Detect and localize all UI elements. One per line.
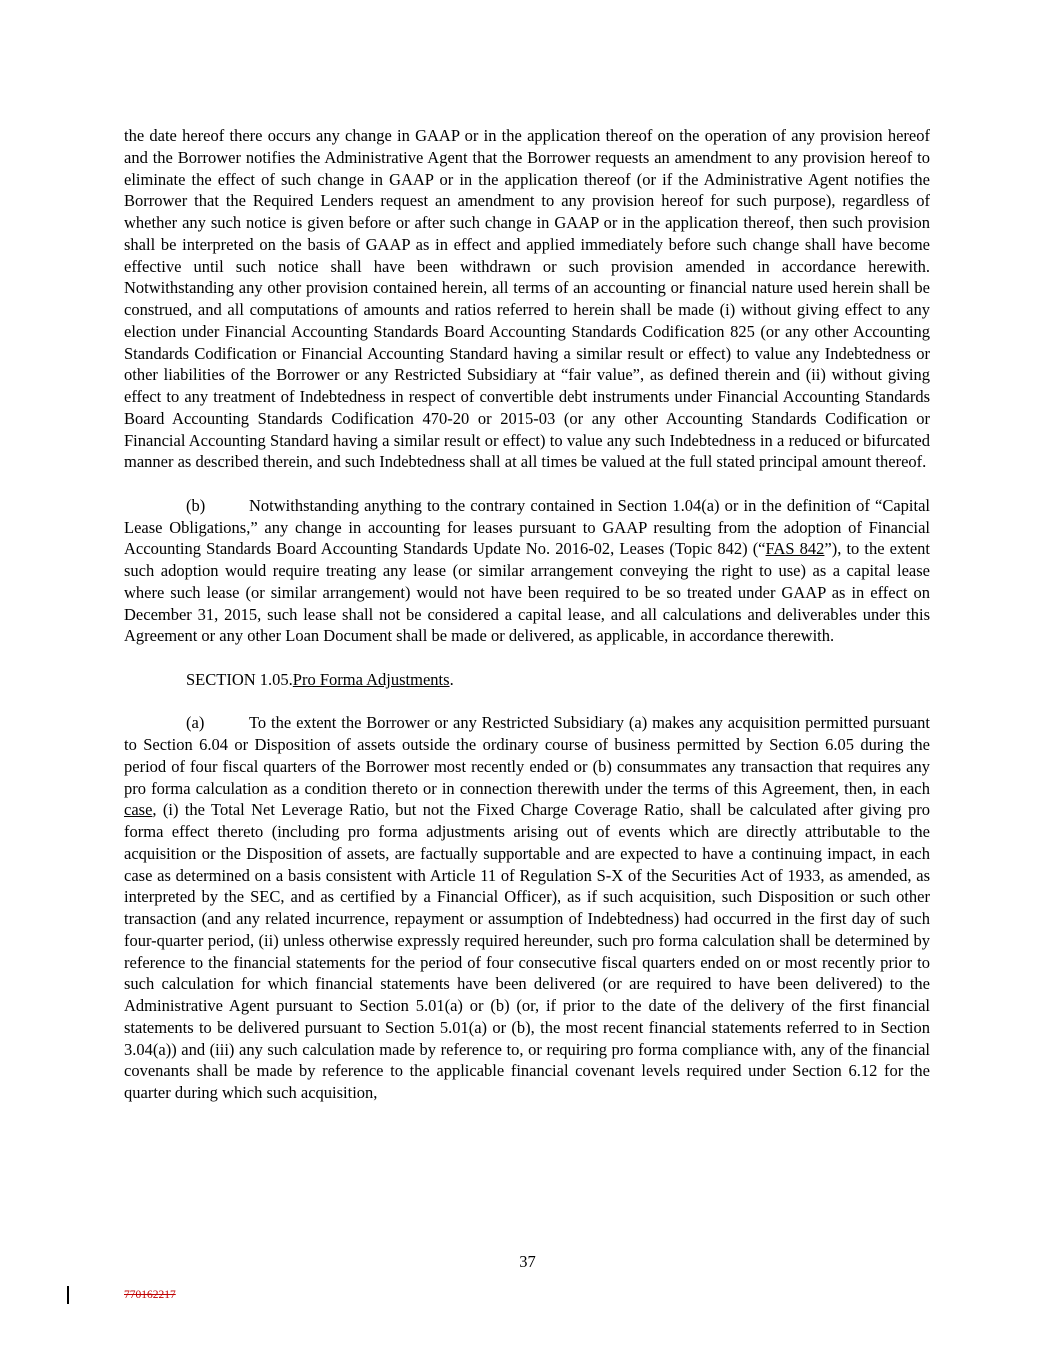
paragraph-b-text-1: Notwithstanding anything to the contrary contained in Section 1.04(a) or in the definition of “Capital Lease Obligations,” any change in accounting for leases pursuant to GAAP resulting from the adoption of Financial Accounting Standards Board Accounting Standards Update No. 2016-02, Leases (Topic 842) (“ [124, 495, 930, 559]
paragraph-a [124, 712, 930, 1104]
paragraph-a-text-2: , (i) the Total Net Leverage Ratio, but not the Fixed Charge Coverage Ratio, shall be calculated after giving pro forma effect thereto (including pro forma adjustments arising out of events which are directly attributable to the acquisition or the Disposition of assets, are factually supportable and are expected to have a continuing impact, in each case as determined on a basis consistent with Article 11 of Regulation S-X of the Securities Act of 1933, as amended, as interpreted by the SEC, and as certified by a Financial Officer), as if such acquisition, such Disposition or such other transaction (and any related incurrence, repayment or assumption of Indebtedness) had occurred in the first day of such four-quarter period, (ii) unless otherwise expressly required hereunder, such pro forma calculation shall be determined by reference to the financial statements for the period of four consecutive fiscal quarters ended on or most recently prior to such calculation for which financial statements have been delivered (or are required to have been delivered) to the Administrative Agent pursuant to Section 5.01(a) or (b) (or, if prior to the date of the delivery of the first financial statements to be delivered pursuant to Section 5.01(a) or (b), the most recent financial statements referred to in Section 3.04(a)) and (iii) any such calculation made by reference to, or requiring pro forma compliance with, any of the financial covenants shall be made by reference to the applicable financial covenant levels required under Section 6.12 for the quarter during which such acquisition, [124, 800, 930, 1102]
continued-paragraph: the date hereof there occurs any change in GAAP or in the application thereof on the operation of any provision hereof and the Borrower notifies the Administrative Agent that the Borrower requests an amendment to any provision hereof to eliminate the effect of such change in GAAP or in the application thereof (or if the Administrative Agent notifies the Borrower that the Required Lenders request an amendment to any provision hereof for such purpose), regardless of whether any such notice is given before or after such change in GAAP or in the application thereof, then such provision shall be interpreted on the basis of GAAP as in effect and applied immediately before such change shall have become effective until such notice shall have been withdrawn or such provision amended in accordance herewith. Notwithstanding any other provision contained herein, all terms of an accounting or financial nature used herein shall be construed, and all computations of amounts and ratios referred to herein shall be made (i) without giving effect to any election under Financial Accounting Standards Board Accounting Standards Codification 825 (or any other Accounting Standards Codification or Financial Accounting Standard having a similar result or effect) to value any Indebtedness or other liabilities of the Borrower or any Restricted Subsidiary at “fair value”, as defined therein and (ii) without giving effect to any treatment of Indebtedness in respect of convertible debt instruments under Financial Accounting Standards Board Accounting Standards Codification 470-20 or 2015-03 (or any other Accounting Standards Codification or Financial Accounting Standard having a similar result or effect) to value any such Indebtedness in a reduced or bifurcated manner as described therein, and such Indebtedness shall at all times be valued at the full stated principal amount thereof. [124, 126, 930, 472]
page-number: 37 [519, 1252, 536, 1271]
revision-bar [67, 1286, 69, 1304]
paragraph-spacer [124, 691, 930, 713]
underlined-case: case [124, 800, 153, 820]
page-body [124, 125, 930, 1104]
defined-term-fas-842: FAS 842 [765, 539, 825, 559]
paragraph-b-text-2: ”), to the extent such adoption would require treating any lease (or similar arrangement conveying the right to use) as a capital lease where such lease (or similar arrangement) would not have been required to be so treated under GAAP as in effect on December 31, 2015, such lease shall not be considered a capital lease, and all calculations and deliverables under this Agreement or any other Loan Document shall be made or delivered, as applicable, in accordance therewith. [124, 539, 930, 646]
paragraph-a-text-1: To the extent the Borrower or any Restricted Subsidiary (a) makes any acquisition permitted pursuant to Section 6.04 or Disposition of assets outside the ordinary course of business permitted by Section 6.05 during the period of four fiscal quarters of the Borrower most recently ended or (b) consummates any transaction that requires any pro forma calculation as a condition thereto or in connection therewith under the terms of this Agreement, then, in each [124, 713, 930, 798]
paragraph-spacer [124, 473, 930, 495]
section-number: SECTION 1.05. [186, 669, 293, 689]
paragraph-b-label: (b) [186, 495, 206, 515]
section-heading [124, 669, 930, 691]
document-id: 770162217 [124, 1289, 176, 1301]
paragraph-b [124, 495, 930, 647]
paragraph-spacer [124, 647, 930, 669]
paragraph-a-label: (a) [186, 713, 205, 733]
section-title: Pro Forma Adjustments [292, 669, 450, 689]
section-title-period: . [449, 669, 454, 689]
